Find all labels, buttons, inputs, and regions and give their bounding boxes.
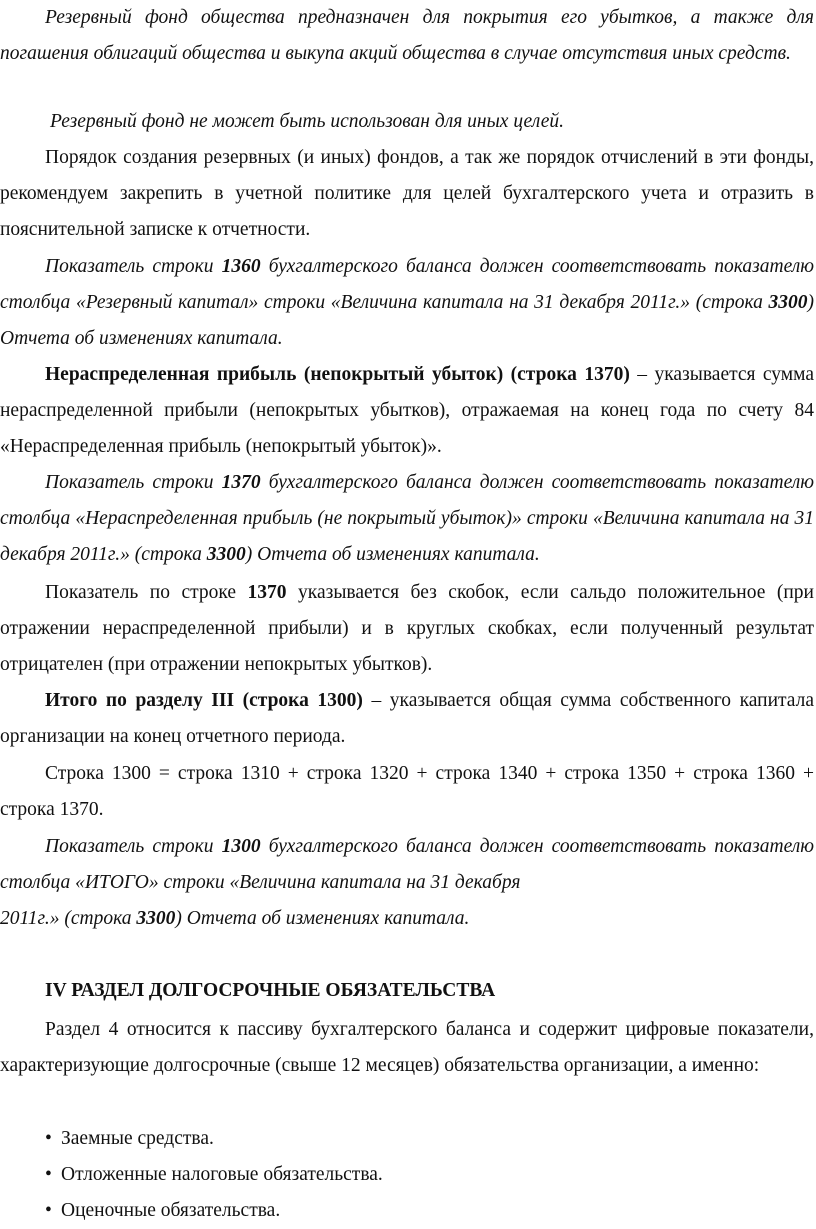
row-number: 3300 xyxy=(206,544,246,565)
bullet-icon: • xyxy=(45,1164,52,1185)
paragraph-row-1370 xyxy=(0,465,814,573)
text: – указывается общая сумма собственного капитала организации на конец отчетного периода. xyxy=(0,690,814,747)
text: Показатель строки xyxy=(45,256,222,277)
term-section-total: Итого по разделу III (строка 1300) xyxy=(45,690,363,711)
paragraph-row-1300-end xyxy=(0,901,814,937)
row-number: 1300 xyxy=(221,836,261,857)
list-item-label: Оценочные обязательства. xyxy=(61,1200,281,1221)
text: Показатель по строке xyxy=(45,582,248,603)
text: Показатель строки xyxy=(45,836,222,857)
paragraph-retained-earnings xyxy=(0,357,814,465)
paragraph-reserve-fund-purpose: Резервный фонд общества предназначен для покрытия его убытков, а также для погашения облигаций общества и выкупа акций общества в случае отсутствия иных средств. xyxy=(0,7,814,64)
paragraph-formula-1300: Строка 1300 = строка 1310 + строка 1320 + строка 1340 + строка 1350 + строка 1360 + строка 1370. xyxy=(0,763,814,820)
list-item xyxy=(45,1193,280,1229)
text: бухгалтерского баланса должен соответствовать показателю столбца «ИТОГО» строки «Величина капитала на 31 декабря xyxy=(0,836,814,893)
term-retained-earnings: Нераспределенная прибыль (непокрытый убыток) (строка 1370) xyxy=(45,364,630,385)
text: 2011г.» (строка xyxy=(0,908,137,929)
row-number: 3300 xyxy=(768,292,808,313)
text: ) Отчета об изменениях капитала. xyxy=(0,292,814,349)
text: указывается без скобок, если сальдо положительное (при отражении нераспределенной прибыли) и в круглых скобках, если полученный результат отрицателен (при отражении непокрытых убытков). xyxy=(0,582,814,675)
text: бухгалтерского баланса должен соответствовать показателю столбца «Резервный капитал» строки «Величина капитала на 31 декабря 2011г.» (строка xyxy=(0,256,814,313)
text: бухгалтерского баланса должен соответствовать показателю столбца «Нераспределенная прибыль (не покрытый убыток)» строки «Величина капитала на 31 декабря 2011г.» (строка xyxy=(0,472,814,565)
text: – указывается сумма нераспределенной прибыли (непокрытых убытков), отражаемая на конец года по счету 84 «Нераспределенная прибыль (непокрытый убыток)». xyxy=(0,364,814,457)
section-heading: IV РАЗДЕЛ ДОЛГОСРОЧНЫЕ ОБЯЗАТЕЛЬСТВА xyxy=(45,980,496,1001)
paragraph-row-1370-sign xyxy=(0,575,814,683)
row-number: 1370 xyxy=(247,582,287,603)
bullet-icon: • xyxy=(45,1200,52,1221)
list-item xyxy=(45,1157,383,1193)
bullet-icon: • xyxy=(45,1128,52,1149)
row-number: 3300 xyxy=(136,908,176,929)
text: ) Отчета об изменениях капитала. xyxy=(175,908,470,929)
row-number: 1370 xyxy=(221,472,261,493)
paragraph-section-total xyxy=(0,683,814,755)
paragraph-section-4-intro: Раздел 4 относится к пассиву бухгалтерского баланса и содержит цифровые показатели, характеризующие долгосрочные (свыше 12 месяцев) обязательства организации, а именно: xyxy=(0,1019,814,1076)
paragraph-row-1360 xyxy=(0,249,814,357)
text: ) Отчета об изменениях капитала. xyxy=(245,544,540,565)
list-item-label: Отложенные налоговые обязательства. xyxy=(61,1164,383,1185)
list-item-label: Заемные средства. xyxy=(61,1128,214,1149)
paragraph-reserve-fund-restriction: Резервный фонд не может быть использован для иных целей. xyxy=(50,111,564,132)
text: Показатель строки xyxy=(45,472,222,493)
paragraph-row-1300 xyxy=(0,829,814,901)
row-number: 1360 xyxy=(221,256,261,277)
paragraph-fund-policy: Порядок создания резервных (и иных) фондов, а так же порядок отчислений в эти фонды, рекомендуем закрепить в учетной политике для целей бухгалтерского учета и отразить в пояснительной записке к отчетности. xyxy=(0,147,814,240)
list-item xyxy=(45,1121,214,1157)
